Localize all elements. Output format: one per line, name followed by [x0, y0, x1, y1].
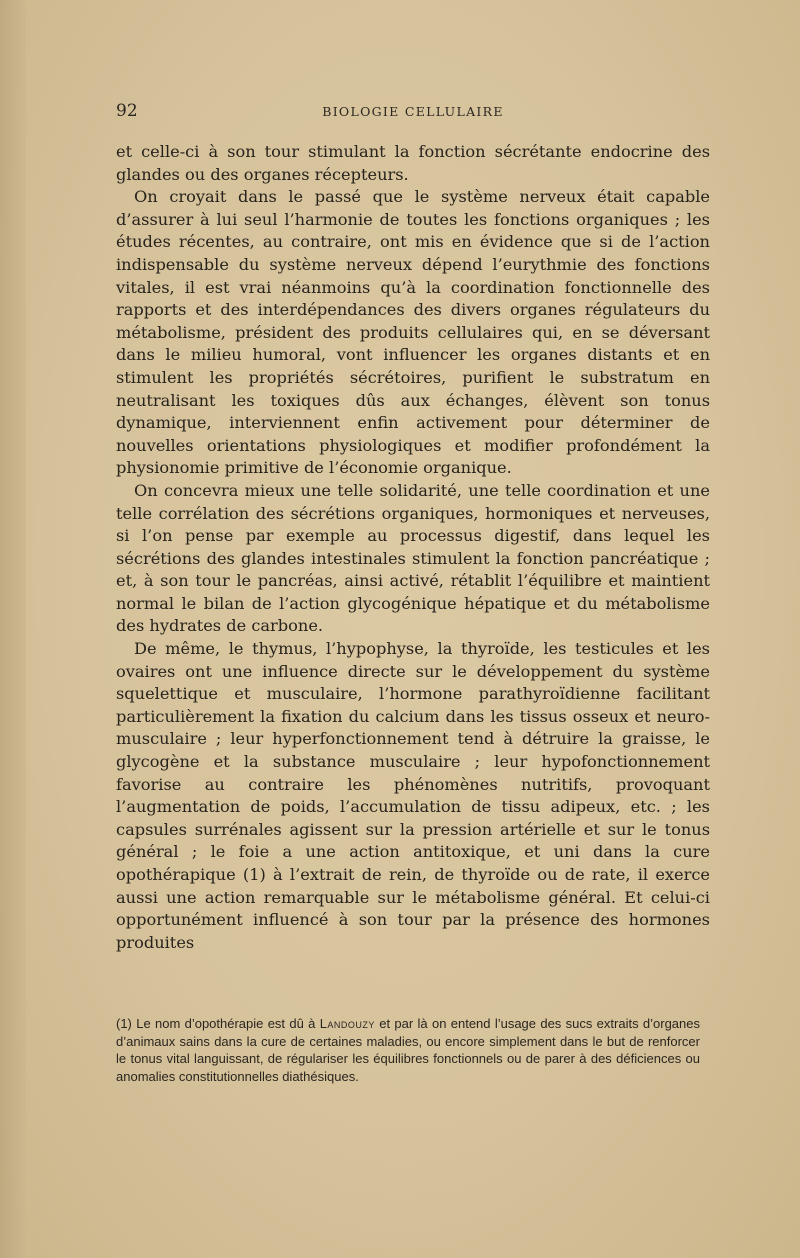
paragraph-glands: De même, le thymus, l’hypophyse, la thyroïde, les testicules et les ovaires ont une influence directe sur le développement du système squelettique et musculaire, l’hormone parathyroïdienne facilitant particulièrement la fixation du calcium dans les tissus osseux et neuro-musculaire ; leur hyperfonctionnement tend à détruire la graisse, le glycogène et la substance musculaire ; leur hypofonctionnement favorise au contraire les phénomènes nutritifs, provoquant l’augmentation de poids, l’accumulation de tissu adipeux, etc. ; les capsules surrénales agissent sur la pression artérielle et sur le tonus général ; le foie a une action antitoxique, et uni dans la cure opothérapique (1) à l’extrait de rein, de thyroïde ou de rate, il exerce aussi une action remarquable sur le métabolisme général. Et celui-ci opportunément influencé à son tour par la présence des hormones produites — [116, 639, 710, 952]
paragraph-continued: et celle-ci à son tour stimulant la fonction sécrétante endocrine des glandes ou des organes récepteurs. — [116, 142, 710, 184]
footnote-marker: (1) — [116, 1016, 132, 1031]
running-title: BIOLOGIE CELLULAIRE — [322, 104, 504, 119]
page-number: 92 — [116, 101, 138, 121]
footnote — [116, 1015, 700, 1085]
paragraph-digestive-process: On concevra mieux une telle solidarité, une telle coordination et une telle corrélation des sécrétions organiques, hormoniques et nerveuses, si l’on pense par exemple au processus digestif, dans lequel les sécrétions des glandes intestinales stimulent la fonction pancréatique ; et, à son tour le pancréas, ainsi activé, rétablit l’équilibre et maintient normal le bilan de l’action glycogénique hépatique et du métabolisme des hydrates de carbone. — [116, 480, 710, 636]
page-header — [116, 101, 710, 123]
page-binding-edge — [0, 0, 26, 1258]
footnote-text-start: Le nom d’opothérapie est dû à — [131, 1016, 320, 1031]
footnote-text — [116, 1015, 700, 1085]
footnote-text-end: et par là on entend l’usage des sucs extraits d’organes d’animaux sains dans la cure de certaines maladies, ou encore simplement dans le but de renforcer le tonus vital languissant, de régulariser les équilibres fonctionnels ou de parer à des déficiences ou anomalies constitutionnelles diathésiques. — [116, 1016, 700, 1084]
footnote-author-name: Landouzy — [319, 1016, 375, 1031]
main-text — [116, 141, 710, 954]
paragraph-nervous-system: On croyait dans le passé que le système nerveux était capable d’assurer à lui seul l’harmonie de toutes les fonctions organiques ; les études récentes, au contraire, ont mis en évidence que si de l’action indispensable du système nerveux dépend l’eurythmie des fonctions vitales, il est vrai néanmoins qu’à la coordination fonctionnelle des rapports et des interdépendances des divers organes régulateurs du métabolisme, président des produits cellulaires qui, en se déversant dans le milieu humoral, vont influencer les organes distants et en stimulent les propriétés sécrétoires, purifient le substratum en neutralisant les toxiques dûs aux échanges, élèvent son tonus dynamique, interviennent enfin activement pour déterminer de nouvelles orientations physiologiques et modifier profondément la physionomie primitive de l’économie organique. — [116, 187, 710, 478]
